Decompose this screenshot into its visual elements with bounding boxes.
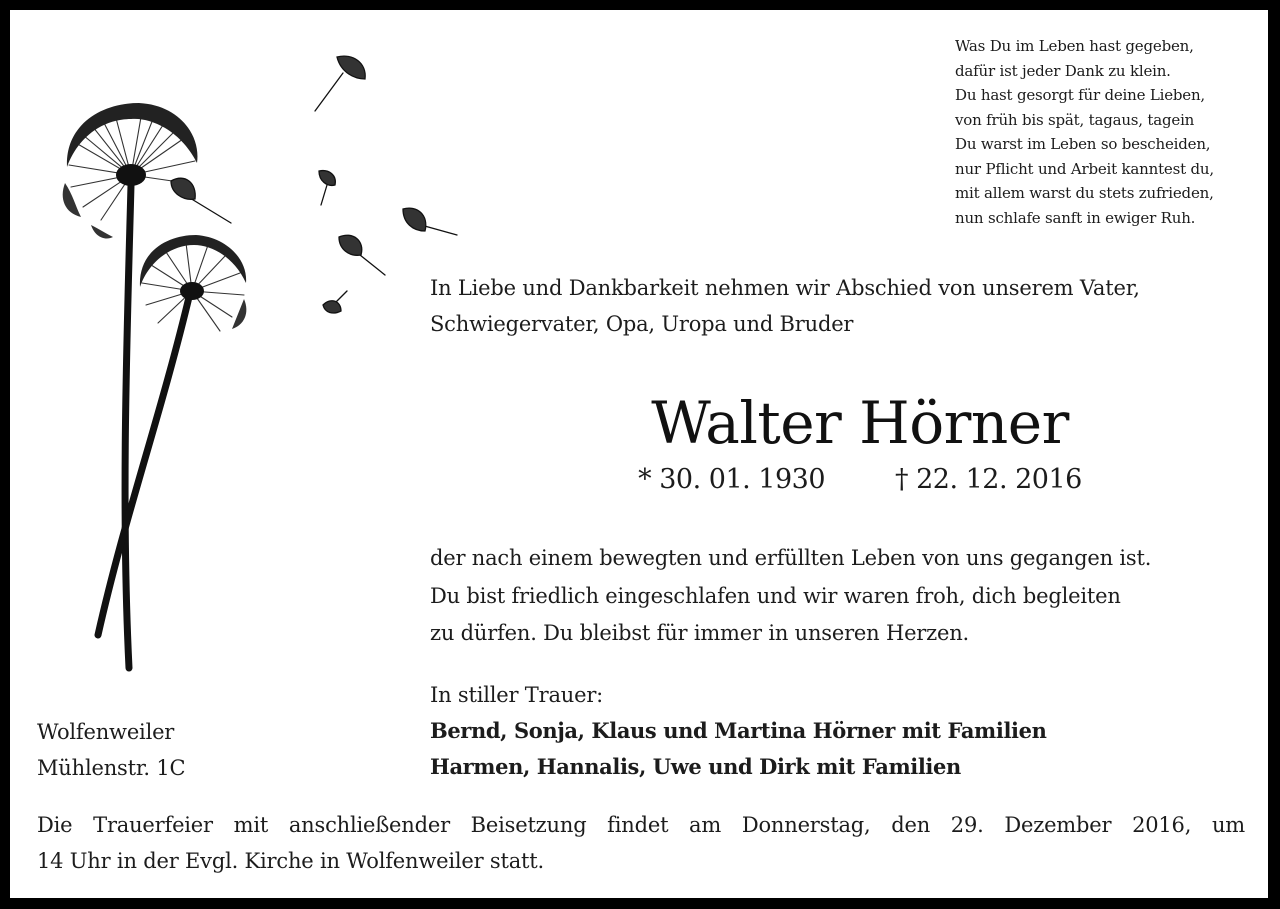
intro-line: In Liebe und Dankbarkeit nehmen wir Abschied von unserem Vater,: [430, 276, 1140, 300]
address-town: Wolfenweiler: [37, 720, 175, 744]
poem-line: von früh bis spät, tagaus, tagein: [955, 110, 1195, 129]
funeral-line: 14 Uhr in der Evgl. Kirche in Wolfenweiler statt.: [37, 849, 544, 873]
poem-line: Du warst im Leben so bescheiden,: [955, 135, 1211, 153]
funeral-info: [37, 807, 1245, 879]
poem-line: nun schlafe sanft in ewiger Ruh.: [955, 208, 1196, 227]
intro-line: Schwiegervater, Opa, Uropa und Bruder: [430, 312, 854, 336]
address: [37, 714, 387, 786]
life-dates: [430, 462, 1280, 498]
poem-line: mit allem warst du stets zufrieden,: [955, 184, 1214, 202]
deceased-name: Walter Hörner: [651, 389, 1069, 457]
death-date: † 22. 12. 2016: [895, 464, 1082, 495]
mourners-heading: In stiller Trauer:: [430, 683, 604, 707]
poem-line: Du hast gesorgt für deine Lieben,: [955, 86, 1206, 104]
birth-date: * 30. 01. 1930: [638, 464, 825, 495]
farewell-text: [430, 540, 1260, 653]
farewell-line: Du bist friedlich eingeschlafen und wir waren froh, dich begleiten: [430, 583, 1121, 608]
address-street: Mühlenstr. 1C: [37, 756, 186, 780]
farewell-line: der nach einem bewegten und erfüllten Leben von uns gegangen ist.: [430, 546, 1152, 570]
dandelion-illustration: [35, 35, 475, 685]
funeral-line: Die Trauerfeier mit anschließender Beisetzung findet am Donnerstag, den 29. Dezember 2016, um: [37, 813, 1245, 837]
farewell-line: zu dürfen. Du bleibst für immer in unseren Herzen.: [430, 621, 970, 645]
poem-line: dafür ist jeder Dank zu klein.: [955, 61, 1171, 80]
obituary-notice: [10, 10, 1268, 898]
mourners: [430, 677, 1260, 785]
mourner-family: Bernd, Sonja, Klaus und Martina Hörner mit Familien: [430, 718, 1047, 743]
poem: [955, 34, 1260, 230]
poem-line: nur Pflicht und Arbeit kanntest du,: [955, 159, 1214, 178]
mourner-family: Harmen, Hannalis, Uwe und Dirk mit Familien: [430, 754, 961, 779]
intro-text: [430, 270, 1260, 342]
poem-line: Was Du im Leben hast gegeben,: [955, 37, 1194, 55]
